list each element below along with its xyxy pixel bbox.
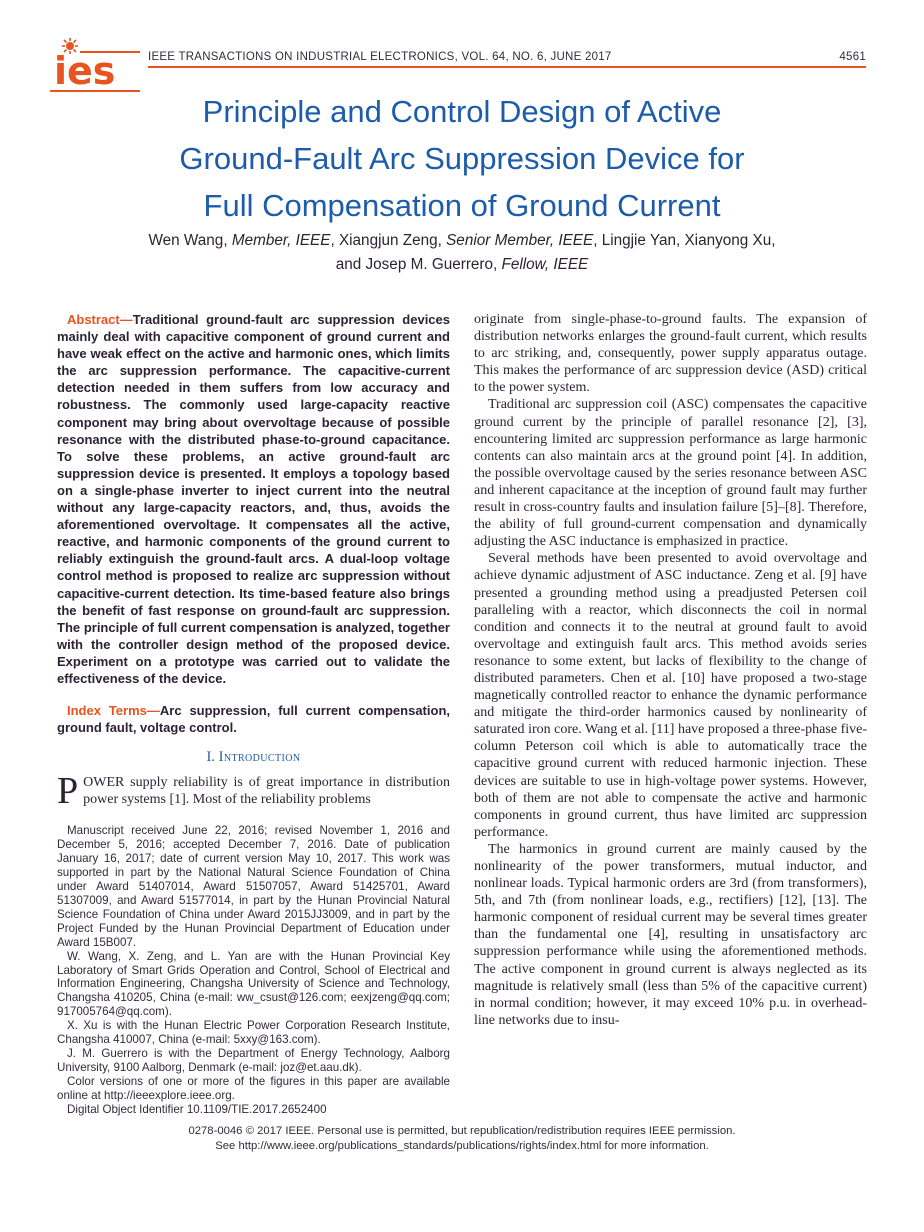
author-list bbox=[57, 229, 867, 277]
authors-line-2 bbox=[57, 253, 867, 277]
author-segment: Member, IEEE bbox=[231, 232, 331, 249]
author-segment: and Josep M. Guerrero, bbox=[335, 256, 502, 273]
index-terms-text: Arc suppression, full current compensation, ground fault, voltage control. bbox=[57, 703, 450, 736]
author-segment: Fellow, IEEE bbox=[501, 256, 589, 273]
drop-cap: P bbox=[57, 770, 79, 813]
footnote-manuscript-history: Manuscript received June 22, 2016; revised November 1, 2016 and December 5, 2016; accepted December 7, 2016. Date of publication January 16, 2017; date of current version May 10, 2017. This work was supported in part by the National Natural Science Foundation of China under Award 51407014, Award 51507057, Award 51425701, Award 51307009, and Award 51577014, in part by the Hunan Provincial Natural Science Foundation of China under Award 2015JJ3009, and in part by the Project Funded by the Hunan Provincial Department of Education under Award 15B007. bbox=[57, 824, 450, 949]
abstract-paragraph bbox=[57, 311, 450, 687]
footer-line-1: 0278-0046 © 2017 IEEE. Personal use is permitted, but republication/redistribution requires IEEE permission. bbox=[188, 1125, 736, 1137]
paper-title bbox=[57, 88, 867, 229]
authors-line-1 bbox=[57, 229, 867, 253]
footnote-affiliation-wang-zeng-yan: W. Wang, X. Zeng, and L. Yan are with the Hunan Provincial Key Laboratory of Smart Grids Operation and Control, School of Electrical and Information Engineering, Changsha University of Science and Technology, Changsha 410205, China (e-mail: ww_csust@126.com; eexjzeng@qq.com; 917005764@qq.com). bbox=[57, 949, 450, 1019]
body-paragraph-1: originate from single-phase-to-ground faults. The expansion of distribution networks enlarges the ground-fault current, which results to arc striking, and, consequently, power supply apparatus outage. This makes the performance of arc suppression device (ASD) critical to the power system. bbox=[474, 312, 867, 396]
ies-logo-graphic bbox=[46, 36, 140, 96]
introduction-text: OWER supply reliability is of great importance in distribution power systems [1]. Most of the reliability problems bbox=[83, 775, 450, 808]
author-segment: Senior Member, IEEE bbox=[446, 232, 594, 249]
introduction-paragraph bbox=[57, 770, 450, 813]
footnote-affiliation-guerrero: J. M. Guerrero is with the Department of Energy Technology, Aalborg University, 9100 Aalborg, Denmark (e-mail: joz@et.aau.dk). bbox=[57, 1046, 450, 1074]
paper-title-line-2: Ground-Fault Arc Suppression Device for bbox=[179, 141, 745, 176]
copyright-footer bbox=[0, 1124, 924, 1154]
abstract-text: Traditional ground-fault arc suppression devices mainly deal with capacitive component of ground current and have weak effect on the active and harmonic ones, which limits the arc suppression performance. The capacitive-current detection needed in them suffers from low accuracy and robustness. The commonly used large-capacity reactive component may bring about overvoltage because of possible resonance with the distributed phase-to-ground capacitance. To solve these problems, an active ground-fault arc suppression device is presented. It employs a topology based on a single-phase inverter to inject current into the neutral without any large-capacity reactors, and, thus, avoids the aforementioned overvoltage. It compensates all the active, reactive, and harmonic components of the ground current to reliably extinguish the ground-fault arcs. A dual-loop voltage control method is proposed to realize arc suppression without capacitive-current detection. Its time-based feature also brings the benefit of fast response on ground-fault arc suppression. The principle of full current compensation is analyzed, together with the controller design method of the proposed device. Experiment on a prototype was carried out to validate the effectiveness of the device. bbox=[57, 312, 450, 686]
right-column bbox=[474, 311, 867, 1116]
footnote-color-versions: Color versions of one or more of the figures in this paper are available online at http://ieeexplore.ieee.org. bbox=[57, 1074, 450, 1102]
left-column bbox=[57, 311, 450, 1116]
paper-title-line-3: Full Compensation of Ground Current bbox=[203, 188, 721, 223]
author-segment: , Lingjie Yan, Xianyong Xu, bbox=[593, 232, 776, 249]
section-title: Introduction bbox=[218, 749, 301, 766]
abstract-label: Abstract— bbox=[67, 312, 133, 327]
page-number: 4561 bbox=[839, 51, 866, 63]
first-page-footnotes bbox=[57, 824, 450, 1116]
logo-text: ies bbox=[54, 49, 116, 93]
ies-logo bbox=[46, 36, 140, 96]
journal-header bbox=[148, 51, 866, 63]
journal-title: IEEE TRANSACTIONS ON INDUSTRIAL ELECTRONICS, VOL. 64, NO. 6, JUNE 2017 bbox=[148, 51, 612, 63]
paper-title-line-1: Principle and Control Design of Active bbox=[202, 94, 722, 129]
footnote-affiliation-xu: X. Xu is with the Hunan Electric Power Corporation Research Institute, Changsha 410007, China (e-mail: 5xxy@163.com). bbox=[57, 1019, 450, 1047]
body-columns bbox=[57, 311, 867, 1116]
index-terms-label: Index Terms— bbox=[67, 703, 160, 719]
body-paragraph-4: The harmonics in ground current are mainly caused by the nonlinearity of the power transformers, mutual inductor, and nonlinear loads. Typical harmonic orders are 3rd (from transformers), 5th, and 7th (from nonlinear loads, e.g., rectifiers) [12], [13]. The harmonic component of residual current may be several times greater than the fundamental one [4], resulting in unsatisfactory arc suppression performance while using the aforementioned methods. The active component in ground current is always neglected as its magnitude is relatively small (less than 5% of the capacitive current) in normal condition; however, it may exceed 10% p.u. in overhead-line networks due to insu- bbox=[474, 841, 867, 1028]
footnote-doi: Digital Object Identifier 10.1109/TIE.2017.2652400 bbox=[67, 1102, 327, 1116]
index-terms-paragraph bbox=[57, 702, 450, 736]
footer-line-2: See http://www.ieee.org/publications_standards/publications/rights/index.html for more information. bbox=[215, 1140, 709, 1153]
header-rule bbox=[148, 66, 866, 68]
body-paragraph-2: Traditional arc suppression coil (ASC) compensates the capacitive ground current by the principle of parallel resonance [2], [3], encountering limited arc suppression performance as large harmonic contents can also maintain arcs at the ground point [4]. In addition, the possible overvoltage caused by the series resonance between ASC and inherent capacitance at the inception of ground fault may further result in cross-country faults and insulation failure [5]–[8]. Therefore, the ability of full ground-current compensation and dynamically adjusting the ASC inductance is emphasized in practice. bbox=[474, 397, 867, 550]
section-heading-introduction bbox=[57, 749, 450, 766]
section-number: I. bbox=[206, 749, 215, 766]
body-paragraph-3: Several methods have been presented to avoid overvoltage and achieve dynamic adjustment of ASC inductance. Zeng et al. [9] have presented a grounding method using a preadjusted Petersen coil paralleling with a reactor, which disconnects the coil in normal condition and connects it to the neutral at ground fault to avoid overvoltage and extinguish fault arcs. This method avoids series resonance to some extent, but lacks of flexibility to the change of distributed parameters. Chen et al. [10] have proposed a two-stage magnetically controlled reactor to enhance the dynamic performance and mitigate the third-order harmonics caused by nonlinearity of saturated iron core. Wang et al. [11] have proposed a three-phase five-column Peterson coil which is able to automatically trace the capacitive ground current with reduced harmonic injection. These devices are suitable to use in high-voltage power systems. However, both of them are not able to compensate the active and harmonic components in ground current, thus have limited arc suppression performance. bbox=[474, 551, 867, 840]
author-segment: Wen Wang, bbox=[148, 232, 232, 249]
author-segment: , Xiangjun Zeng, bbox=[330, 232, 447, 249]
